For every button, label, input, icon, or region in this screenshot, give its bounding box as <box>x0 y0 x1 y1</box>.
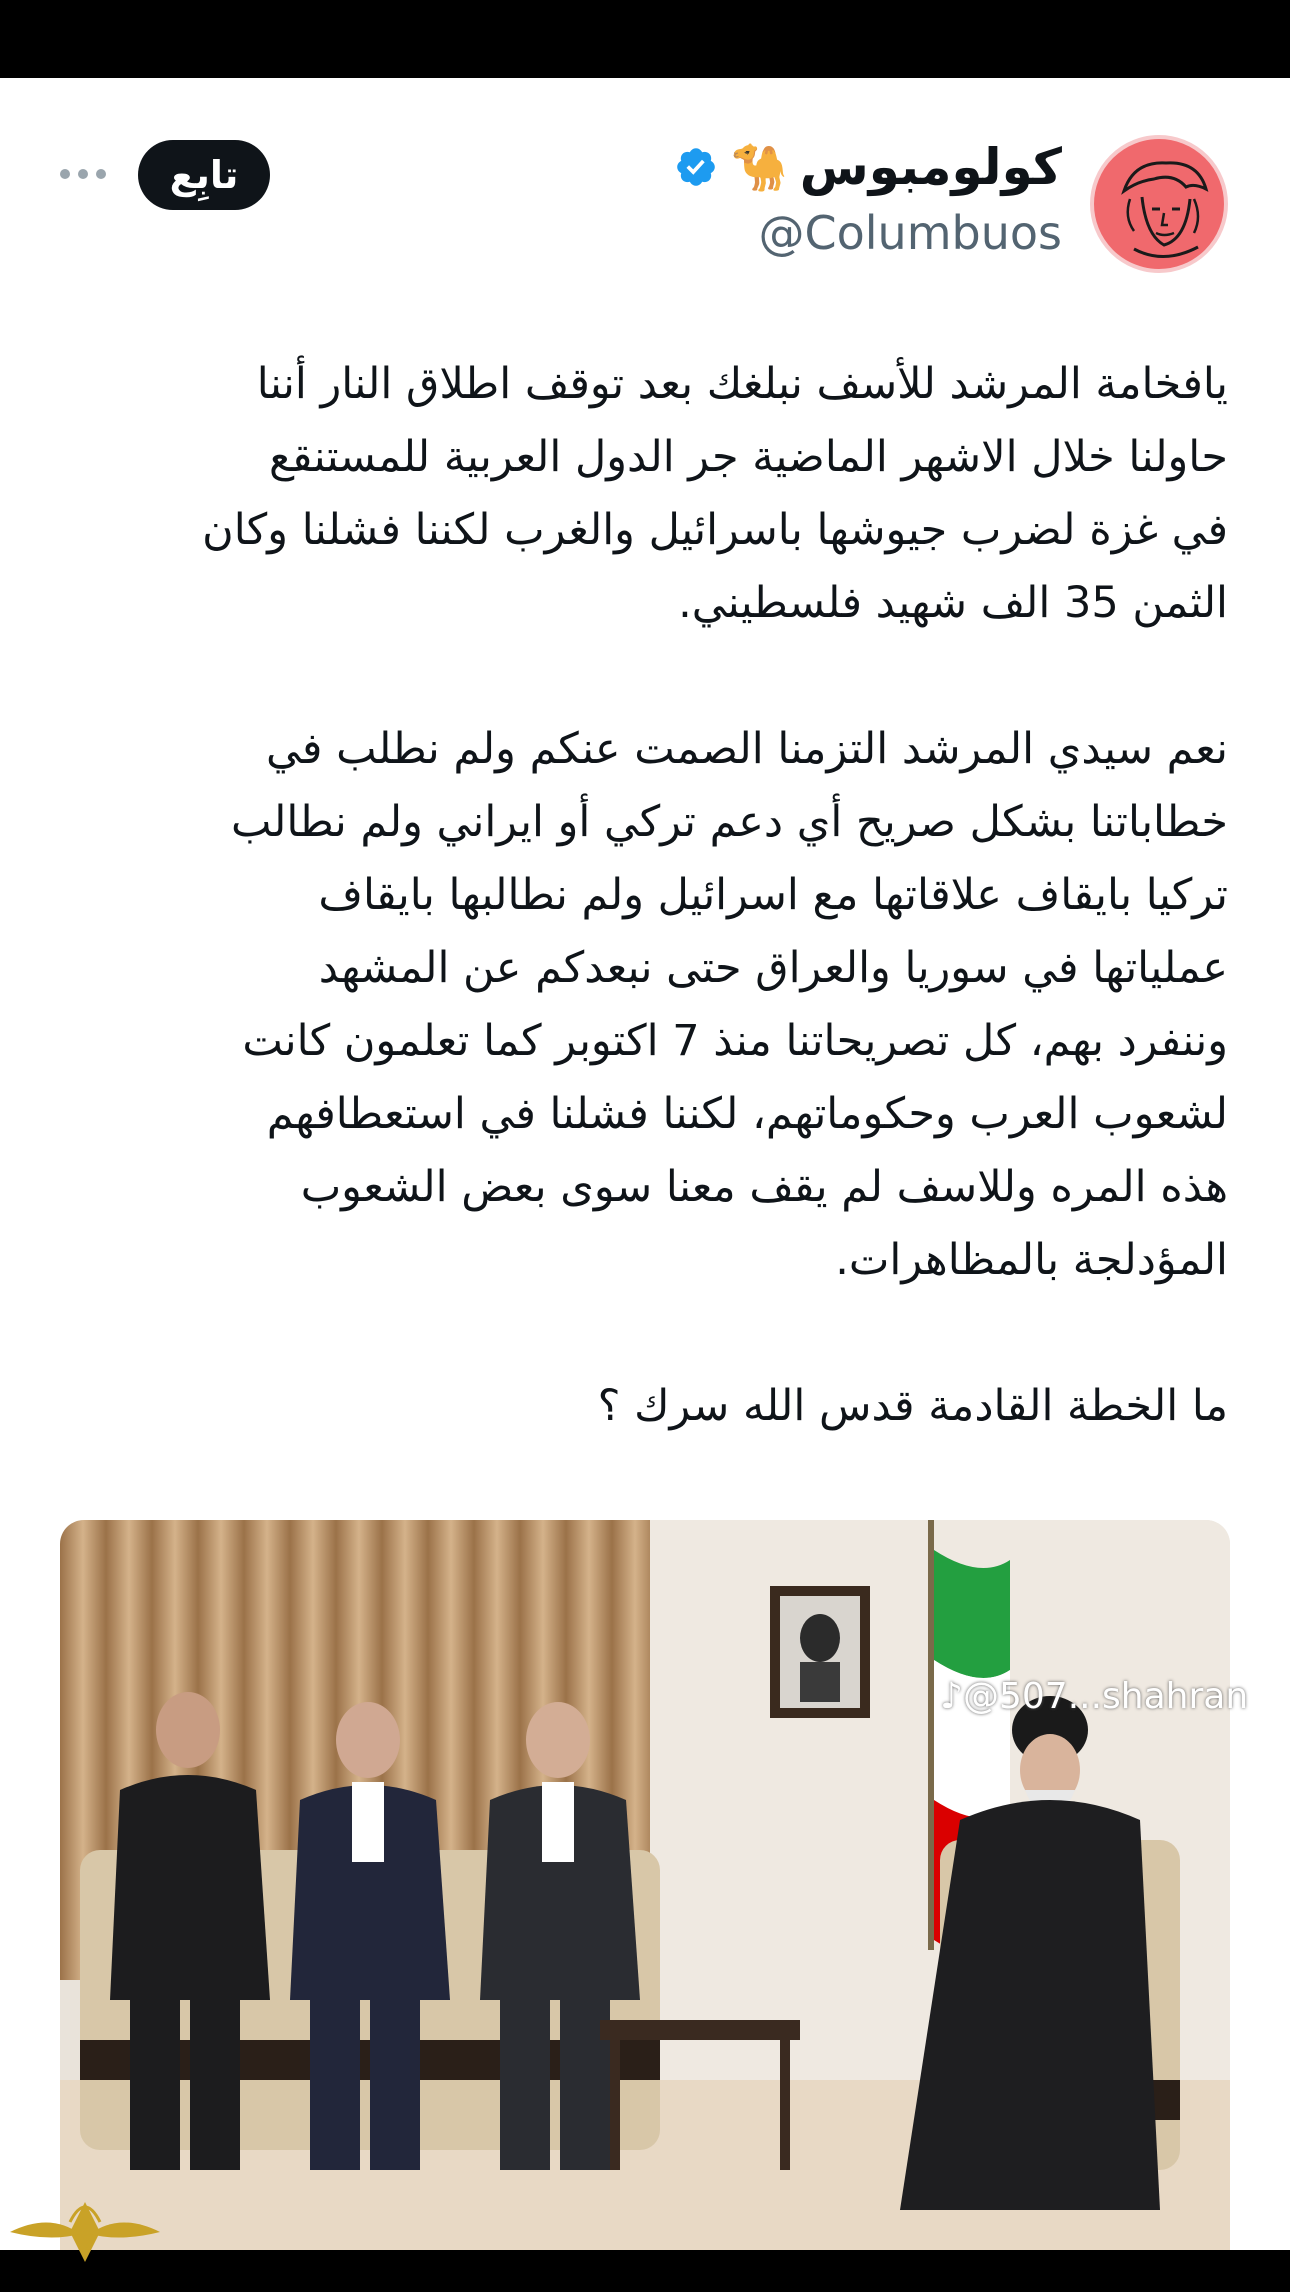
photo-watermark: ♪@507...shahran <box>940 1676 1249 1717</box>
verified-badge-icon <box>674 145 718 189</box>
tweet-paragraph-1: يافخامة المرشد للأسف نبلغك بعد توقف اطلاق النار أننا حاولنا خلال الاشهر الماضية جر الدول العربية للمستنقع في غزة لضرب جيوشها باسرائيل والغرب لكننا فشلنا وكان الثمن 35 الف شهيد فلسطيني. <box>202 359 1228 628</box>
forum-logo-icon <box>0 2172 170 2292</box>
avatar-illustration-icon <box>1094 139 1228 273</box>
follow-button[interactable]: تابِع <box>138 140 270 210</box>
tweet-paragraph-3: ما الخطة القادمة قدس الله سرك ؟ <box>597 1381 1228 1431</box>
more-options-icon[interactable] <box>60 164 110 184</box>
tweet-text <box>60 348 1228 1443</box>
tweet-card <box>0 78 1290 2250</box>
meeting-photo-image <box>60 1520 1230 2250</box>
camel-emoji-icon: 🐪 <box>730 139 788 194</box>
avatar[interactable] <box>1090 135 1228 273</box>
tweet-paragraph-2: نعم سيدي المرشد التزمنا الصمت عنكم ولم نطلب في خطاباتنا بشكل صريح أي دعم تركي أو ايراني ولم نطالب تركيا بايقاف علاقاتها مع اسرائيل ولم نطالبها بايقاف عملياتها في سوريا والعراق حتى نبعدكم عن المشهد وننفرد بهم، كل تصريحاتنا منذ 7 اكتوبر كما تعلمون كانت لشعوب العرب وحكوماتهم، لكننا فشلنا في استعطافهم هذه المره وللاسف لم يقف معنا سوى بعض الشعوب المؤدلجة بالمظاهرات. <box>231 724 1228 1285</box>
user-handle[interactable]: @Columbuos <box>758 206 1062 260</box>
bottom-bar <box>0 2250 1290 2292</box>
tweet-photo[interactable] <box>60 1520 1230 2250</box>
display-name[interactable]: كولومبوس <box>799 138 1062 196</box>
status-bar <box>0 0 1290 78</box>
display-name-row[interactable] <box>674 138 1062 196</box>
